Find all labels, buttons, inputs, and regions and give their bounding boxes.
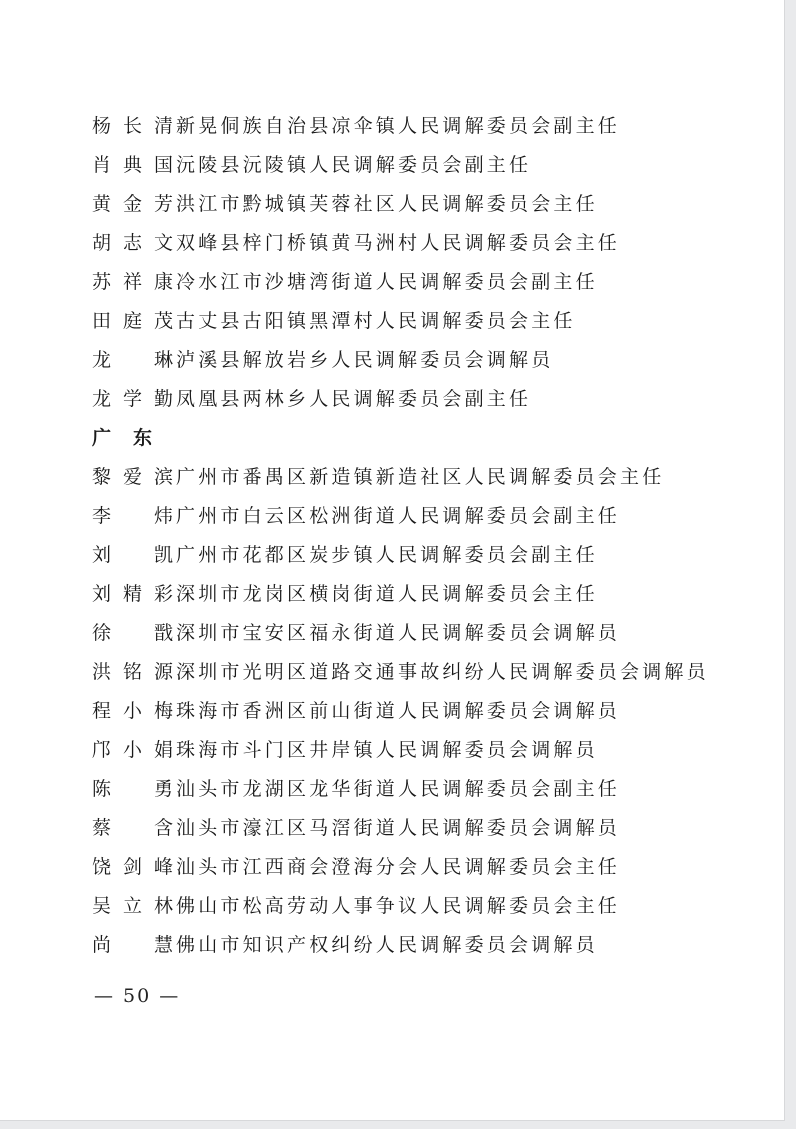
list-item <box>92 534 752 573</box>
person-position: 深圳市龙岗区横岗街道人民调解委员会主任 <box>176 583 598 605</box>
person-name: 苏祥康 <box>92 271 174 293</box>
list-item <box>92 105 752 144</box>
list-item <box>92 183 752 222</box>
list-item <box>92 222 752 261</box>
list-item <box>92 807 752 846</box>
person-position: 珠海市斗门区井岸镇人民调解委员会调解员 <box>176 739 598 761</box>
province-heading <box>92 417 752 456</box>
person-position: 新晃侗族自治县凉伞镇人民调解委员会副主任 <box>176 115 621 137</box>
list-item <box>92 495 752 534</box>
list-item <box>92 768 752 807</box>
person-position: 珠海市香洲区前山街道人民调解委员会调解员 <box>176 700 621 722</box>
list-item <box>92 144 752 183</box>
person-name: 饶剑峰 <box>92 856 174 878</box>
person-position: 汕头市龙湖区龙华街道人民调解委员会副主任 <box>176 778 621 800</box>
person-name: 黎爱滨 <box>92 466 174 488</box>
person-name: 田庭茂 <box>92 310 174 332</box>
person-name: 龙 琳 <box>92 349 174 371</box>
person-name: 肖典国 <box>92 154 174 176</box>
person-position: 佛山市松高劳动人事争议人民调解委员会主任 <box>176 895 621 917</box>
list-item <box>92 456 752 495</box>
page-number: — 50 — <box>94 985 181 1007</box>
person-name: 洪铭源 <box>92 661 174 683</box>
person-position: 广州市白云区松洲街道人民调解委员会副主任 <box>176 505 621 527</box>
list-item <box>92 924 752 963</box>
list-item <box>92 573 752 612</box>
list-item <box>92 612 752 651</box>
person-position: 冷水江市沙塘湾街道人民调解委员会副主任 <box>176 271 598 293</box>
person-position: 泸溪县解放岩乡人民调解委员会调解员 <box>176 349 554 371</box>
person-position: 广州市番禺区新造镇新造社区人民调解委员会主任 <box>176 466 665 488</box>
person-name: 胡志文 <box>92 232 174 254</box>
person-position: 深圳市光明区道路交通事故纠纷人民调解委员会调解员 <box>176 661 709 683</box>
person-position: 沅陵县沅陵镇人民调解委员会副主任 <box>176 154 532 176</box>
mediator-list <box>92 105 752 963</box>
person-position: 汕头市江西商会澄海分会人民调解委员会主任 <box>176 856 621 878</box>
person-name: 刘 凯 <box>92 544 174 566</box>
person-name: 杨长清 <box>92 115 174 137</box>
list-item <box>92 885 752 924</box>
person-name: 黄金芳 <box>92 193 174 215</box>
person-name: 程小梅 <box>92 700 174 722</box>
person-name: 尚 慧 <box>92 934 174 956</box>
person-name: 龙学勤 <box>92 388 174 410</box>
list-item <box>92 261 752 300</box>
list-item <box>92 339 752 378</box>
person-position: 洪江市黔城镇芙蓉社区人民调解委员会主任 <box>176 193 598 215</box>
person-position: 佛山市知识产权纠纷人民调解委员会调解员 <box>176 934 598 956</box>
person-position: 广州市花都区炭步镇人民调解委员会副主任 <box>176 544 598 566</box>
person-position: 深圳市宝安区福永街道人民调解委员会调解员 <box>176 622 621 644</box>
list-item <box>92 690 752 729</box>
person-name: 陈 勇 <box>92 778 174 800</box>
province-title: 广东 <box>92 427 175 449</box>
person-name: 吴立林 <box>92 895 174 917</box>
list-item <box>92 651 752 690</box>
person-name: 蔡 含 <box>92 817 174 839</box>
person-position: 凤凰县两林乡人民调解委员会副主任 <box>176 388 532 410</box>
person-name: 李 炜 <box>92 505 174 527</box>
list-item <box>92 300 752 339</box>
person-name: 刘精彩 <box>92 583 174 605</box>
list-item <box>92 846 752 885</box>
list-item <box>92 729 752 768</box>
list-item <box>92 378 752 417</box>
person-position: 双峰县梓门桥镇黄马洲村人民调解委员会主任 <box>176 232 621 254</box>
person-name: 徐 戬 <box>92 622 174 644</box>
person-position: 古丈县古阳镇黑潭村人民调解委员会主任 <box>176 310 576 332</box>
person-name: 邝小娟 <box>92 739 174 761</box>
person-position: 汕头市濠江区马滘街道人民调解委员会调解员 <box>176 817 621 839</box>
